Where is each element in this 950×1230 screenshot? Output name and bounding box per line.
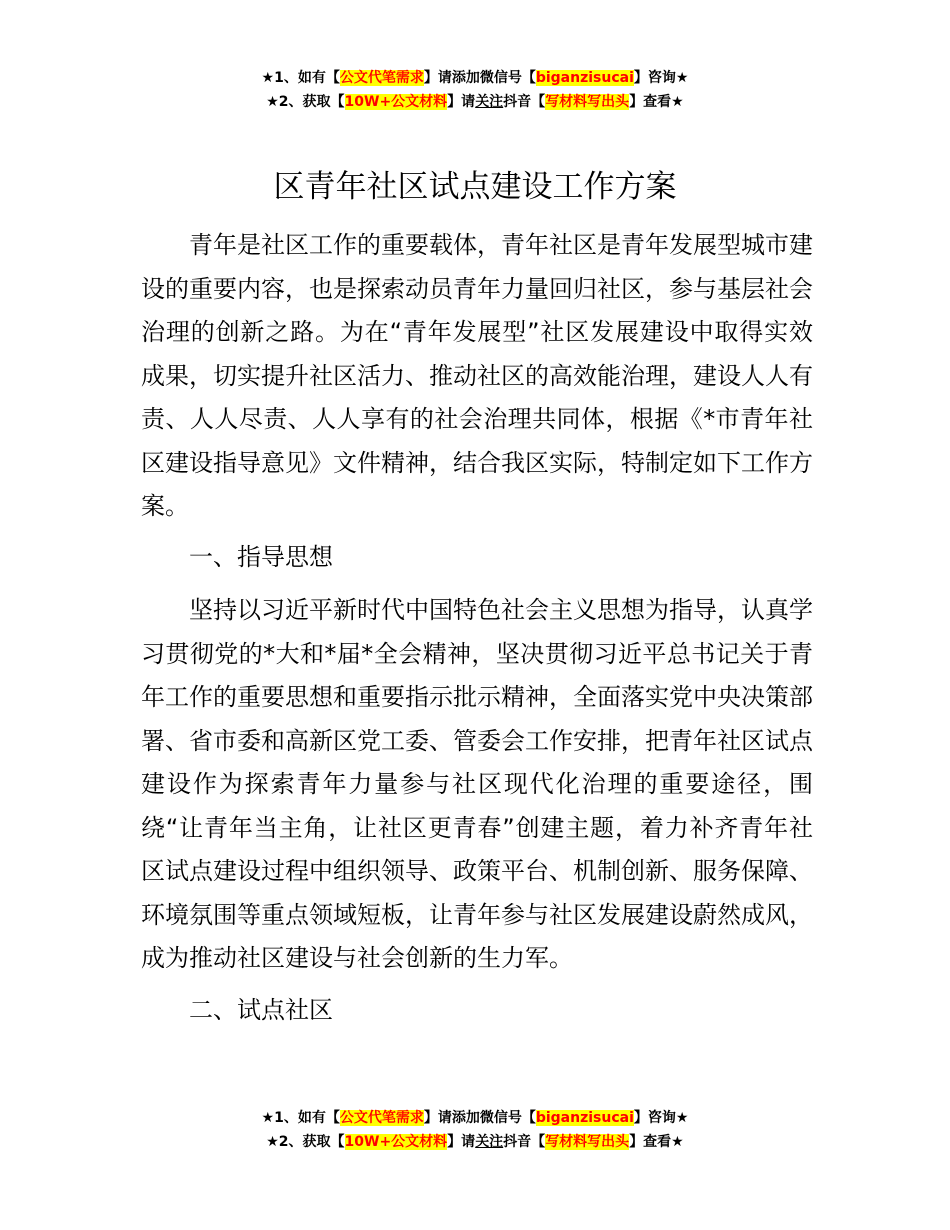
- banner-text: ★2、获取【: [266, 1134, 345, 1150]
- header-banner: [0, 66, 950, 114]
- banner-text: 】请添加微信号【: [423, 70, 536, 86]
- banner-text: 】请: [447, 94, 476, 110]
- banner-highlight: 10W+公文材料: [344, 1134, 448, 1150]
- banner-text: 抖音【: [503, 1134, 546, 1150]
- banner-text: 】咨询★: [633, 1110, 689, 1126]
- section-heading-pilot-communities: 二、试点社区: [189, 996, 333, 1024]
- banner-text: ★1、如有【: [261, 1110, 340, 1126]
- banner-text: 】查看★: [629, 94, 684, 110]
- banner-line-1: [0, 1106, 950, 1130]
- banner-highlight: 公文代笔需求: [339, 70, 424, 86]
- guiding-ideology-paragraph: 坚持以习近平新时代中国特色社会主义思想为指导，认真学习贯彻党的*大和*届*全会精神，坚决贯彻习近平总书记关于青年工作的重要思想和重要指示批示精神，全面落实党中央决策部署、省市委和高新区党工委、管委会工作安排，把青年社区试点建设作为探索青年力量参与社区现代化治理的重要途径，围绕“让青年当主角，让社区更青春”创建主题，着力补齐青年社区试点建设过程中组织领导、政策平台、机制创新、服务保障、环境氛围等重点领域短板，让青年参与社区发展建设蔚然成风，成为推动社区建设与社会创新的生力军。: [141, 596, 813, 972]
- banner-highlight: 公文代笔需求: [339, 1110, 424, 1126]
- banner-underline: 关注: [475, 1134, 504, 1150]
- banner-text: 】请添加微信号【: [423, 1110, 536, 1126]
- footer-banner: [0, 1106, 950, 1154]
- banner-highlight-douyin-id: 写材料写出头: [545, 94, 630, 110]
- banner-text: ★1、如有【: [261, 70, 340, 86]
- banner-underline: 关注: [475, 94, 504, 110]
- banner-text: 抖音【: [503, 94, 546, 110]
- banner-highlight: 10W+公文材料: [344, 94, 448, 110]
- banner-highlight-wechat-id: biganzisucai: [535, 70, 634, 86]
- banner-line-2: [0, 90, 950, 114]
- banner-text: 】查看★: [629, 1134, 684, 1150]
- document-title: 区青年社区试点建设工作方案: [273, 169, 677, 205]
- banner-highlight-douyin-id: 写材料写出头: [545, 1134, 630, 1150]
- intro-paragraph: 青年是社区工作的重要载体，青年社区是青年发展型城市建设的重要内容，也是探索动员青年力量回归社区，参与基层社会治理的创新之路。为在“青年发展型”社区发展建设中取得实效成果，切实提升社区活力、推动社区的高效能治理，建设人人有责、人人尽责、人人享有的社会治理共同体，根据《*市青年社区建设指导意见》文件精神，结合我区实际，特制定如下工作方案。: [141, 231, 813, 520]
- banner-text: 】请: [447, 1134, 476, 1150]
- section-heading-guiding-ideology: 一、指导思想: [189, 543, 333, 571]
- banner-text: ★2、获取【: [266, 94, 345, 110]
- banner-highlight-wechat-id: biganzisucai: [535, 1110, 634, 1126]
- banner-line-1: [0, 66, 950, 90]
- banner-text: 】咨询★: [633, 70, 689, 86]
- banner-line-2: [0, 1130, 950, 1154]
